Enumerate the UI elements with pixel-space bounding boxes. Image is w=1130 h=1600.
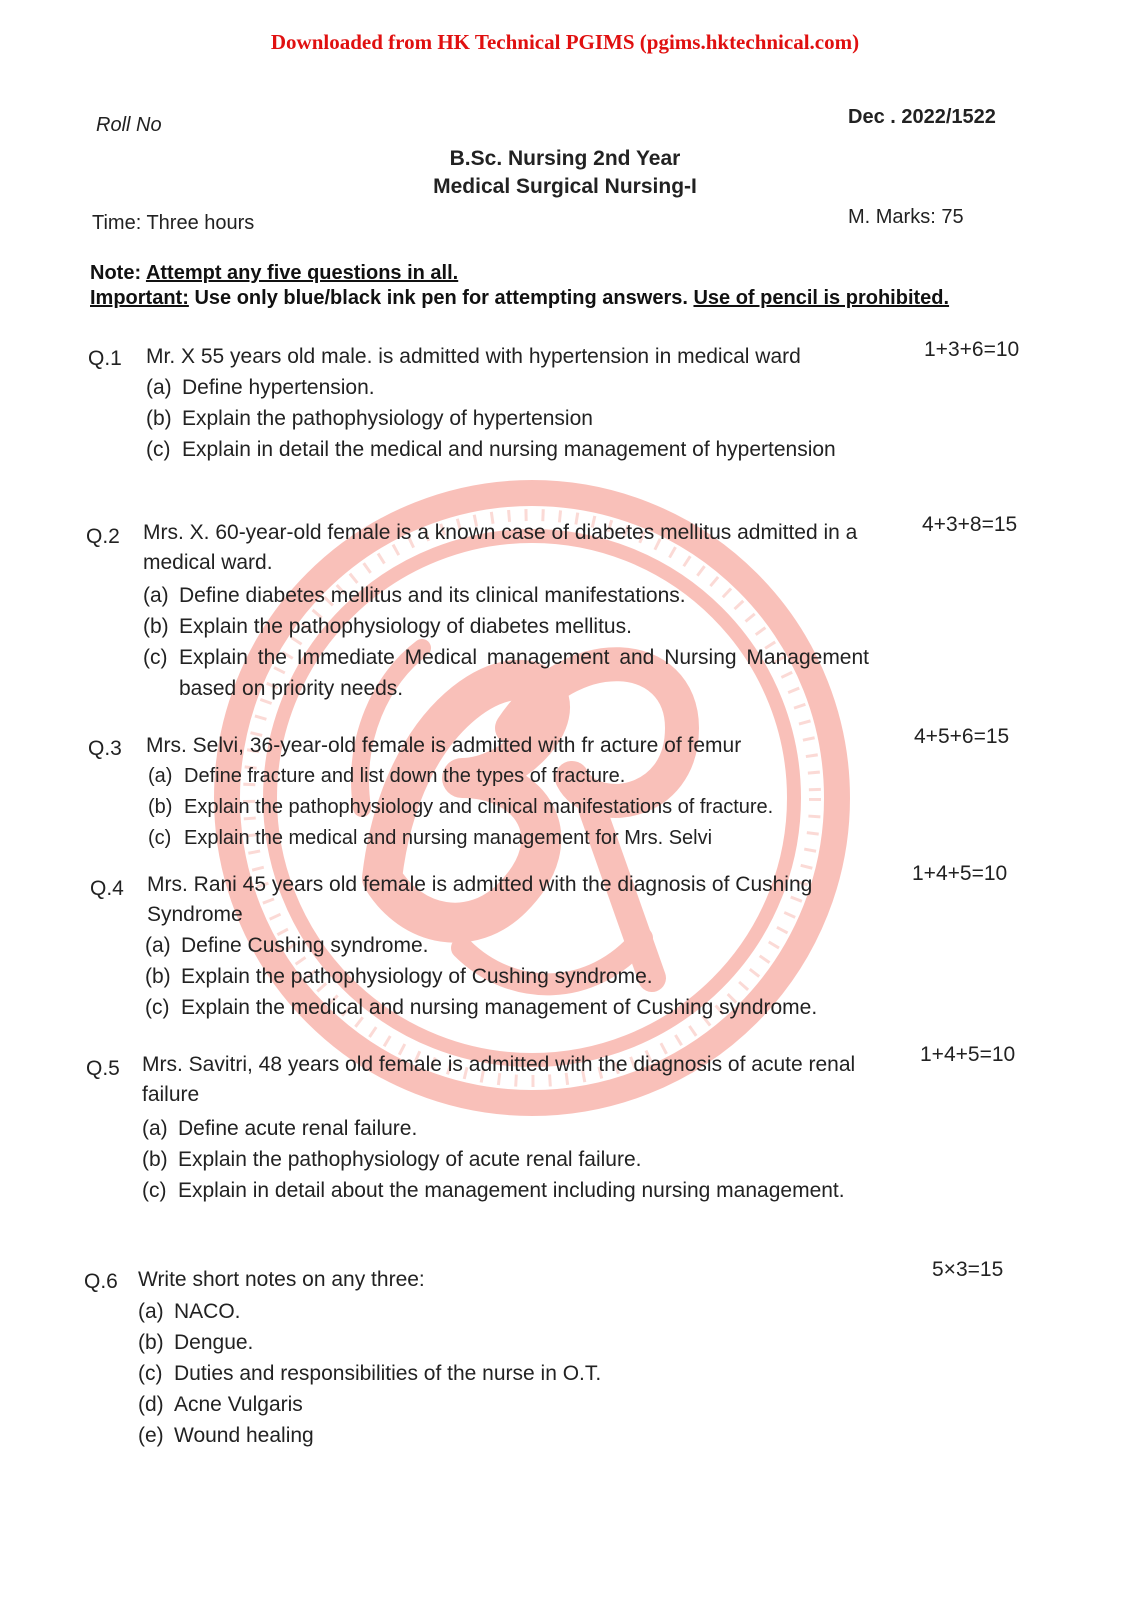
part-label: (c) xyxy=(148,827,172,849)
part-text: Dengue. xyxy=(174,1331,254,1354)
part-label: (a) xyxy=(143,584,169,607)
question-part xyxy=(143,611,869,642)
part-label: (b) xyxy=(138,1331,164,1354)
question-part xyxy=(138,1389,864,1420)
question-stem: Mr. X 55 years old male. is admitted with hypertension in medical ward xyxy=(146,345,801,368)
download-banner: Downloaded from HK Technical PGIMS (pgims.hktechnical.com) xyxy=(270,30,860,54)
part-text: Define fracture and list down the types of fracture. xyxy=(184,765,626,787)
part-label: (c) xyxy=(138,1362,163,1385)
part-label: (c) xyxy=(143,646,168,669)
part-label: (c) xyxy=(145,996,170,1019)
question-marks: 1+4+5=10 xyxy=(912,862,1008,885)
part-label: (b) xyxy=(145,965,171,988)
question-part xyxy=(138,1358,864,1389)
roll-no-label: Roll No xyxy=(96,114,162,136)
part-label: (e) xyxy=(138,1424,164,1447)
question-parts xyxy=(138,1296,864,1451)
question-part xyxy=(145,930,873,961)
part-text: Acne Vulgaris xyxy=(174,1393,303,1416)
question-part xyxy=(138,1420,864,1451)
question-stem: Write short notes on any three: xyxy=(138,1268,425,1291)
question-stem: Mrs. Savitri, 48 years old female is admitted with the diagnosis of acute renal failure xyxy=(142,1053,856,1106)
question-marks: 4+3+8=15 xyxy=(922,513,1018,536)
part-text: Explain the Immediate Medical management and Nursing Management based on priority needs. xyxy=(179,646,869,700)
question-parts xyxy=(146,372,874,465)
question-parts xyxy=(142,1113,868,1206)
question-parts xyxy=(148,761,874,854)
question-part xyxy=(143,580,869,611)
part-text: Wound healing xyxy=(174,1424,314,1447)
part-label: (a) xyxy=(145,934,171,957)
question-marks: 1+3+6=10 xyxy=(924,338,1020,361)
course-title: B.Sc. Nursing 2nd Year xyxy=(449,147,681,170)
part-text: Explain the pathophysiology and clinical manifestations of fracture. xyxy=(184,796,774,818)
question-part xyxy=(138,1296,864,1327)
question-marks: 5×3=15 xyxy=(932,1258,1004,1281)
part-label: (a) xyxy=(146,376,172,399)
question-part xyxy=(142,1144,868,1175)
subject-title: Medical Surgical Nursing-I xyxy=(433,175,697,198)
note-text: Attempt any five questions in all. xyxy=(145,262,459,284)
pencil-prohibited-text: Use of pencil is prohibited. xyxy=(693,287,950,309)
question-parts xyxy=(145,930,873,1023)
question-number: Q.5 xyxy=(86,1057,120,1080)
part-label: (a) xyxy=(138,1300,164,1323)
part-text: Explain the pathophysiology of Cushing syndrome. xyxy=(181,965,653,988)
part-label: (b) xyxy=(143,615,169,638)
time-label: Time: Three hours xyxy=(92,212,255,234)
part-text: Explain the medical and nursing management of Cushing syndrome. xyxy=(181,996,818,1019)
question-number: Q.6 xyxy=(84,1270,118,1293)
max-marks: M. Marks: 75 xyxy=(848,206,964,228)
important-line xyxy=(90,287,949,310)
part-text: Define acute renal failure. xyxy=(178,1117,418,1140)
part-text: Explain the pathophysiology of hypertension xyxy=(182,407,593,430)
question-number: Q.4 xyxy=(90,877,124,900)
part-label: (b) xyxy=(146,407,172,430)
question-part xyxy=(138,1327,864,1358)
question-part xyxy=(148,792,874,823)
question-stem: Mrs. Selvi, 36-year-old female is admitted with fr acture of femur xyxy=(146,734,742,757)
part-text: Explain the pathophysiology of acute renal failure. xyxy=(178,1148,642,1171)
paper-code: Dec . 2022/1522 xyxy=(848,106,996,128)
question-part xyxy=(146,372,874,403)
question-part xyxy=(145,992,873,1023)
question-parts xyxy=(143,580,869,704)
question-part xyxy=(146,403,874,434)
part-label: (d) xyxy=(138,1393,164,1416)
part-text: Explain the medical and nursing management for Mrs. Selvi xyxy=(184,827,713,849)
part-label: (a) xyxy=(148,765,173,787)
part-text: Duties and responsibilities of the nurse in O.T. xyxy=(174,1362,602,1385)
part-label: (a) xyxy=(142,1117,168,1140)
part-text: Explain the pathophysiology of diabetes mellitus. xyxy=(179,615,632,638)
part-label: (b) xyxy=(142,1148,168,1171)
part-text: Define diabetes mellitus and its clinical manifestations. xyxy=(179,584,686,607)
question-part xyxy=(143,642,869,704)
part-label: (b) xyxy=(148,796,173,818)
important-text: Use only blue/black ink pen for attempting answers. xyxy=(194,287,688,309)
question-number: Q.2 xyxy=(86,525,120,548)
part-text: Define Cushing syndrome. xyxy=(181,934,429,957)
part-text: NACO. xyxy=(174,1300,241,1323)
question-part xyxy=(142,1175,868,1206)
note-line xyxy=(90,262,458,285)
question-part xyxy=(146,434,874,465)
question-part xyxy=(142,1113,868,1144)
question-stem: Mrs. Rani 45 years old female is admitted with the diagnosis of Cushing Syndrome xyxy=(147,873,813,926)
question-marks: 1+4+5=10 xyxy=(920,1043,1016,1066)
part-text: Define hypertension. xyxy=(182,376,375,399)
note-label: Note: xyxy=(90,262,142,284)
part-label: (c) xyxy=(146,438,171,461)
part-text: Explain in detail the medical and nursing management of hypertension xyxy=(182,438,836,461)
question-part xyxy=(148,761,874,792)
part-text: Explain in detail about the management including nursing management. xyxy=(178,1179,845,1202)
question-stem: Mrs. X. 60-year-old female is a known case of diabetes mellitus admitted in a medical ward. xyxy=(143,521,858,574)
question-marks: 4+5+6=15 xyxy=(914,725,1010,748)
part-label: (c) xyxy=(142,1179,167,1202)
question-part xyxy=(145,961,873,992)
question-part xyxy=(148,823,874,854)
question-number: Q.3 xyxy=(88,737,122,760)
important-label: Important: xyxy=(90,287,189,309)
question-number: Q.1 xyxy=(88,347,122,370)
